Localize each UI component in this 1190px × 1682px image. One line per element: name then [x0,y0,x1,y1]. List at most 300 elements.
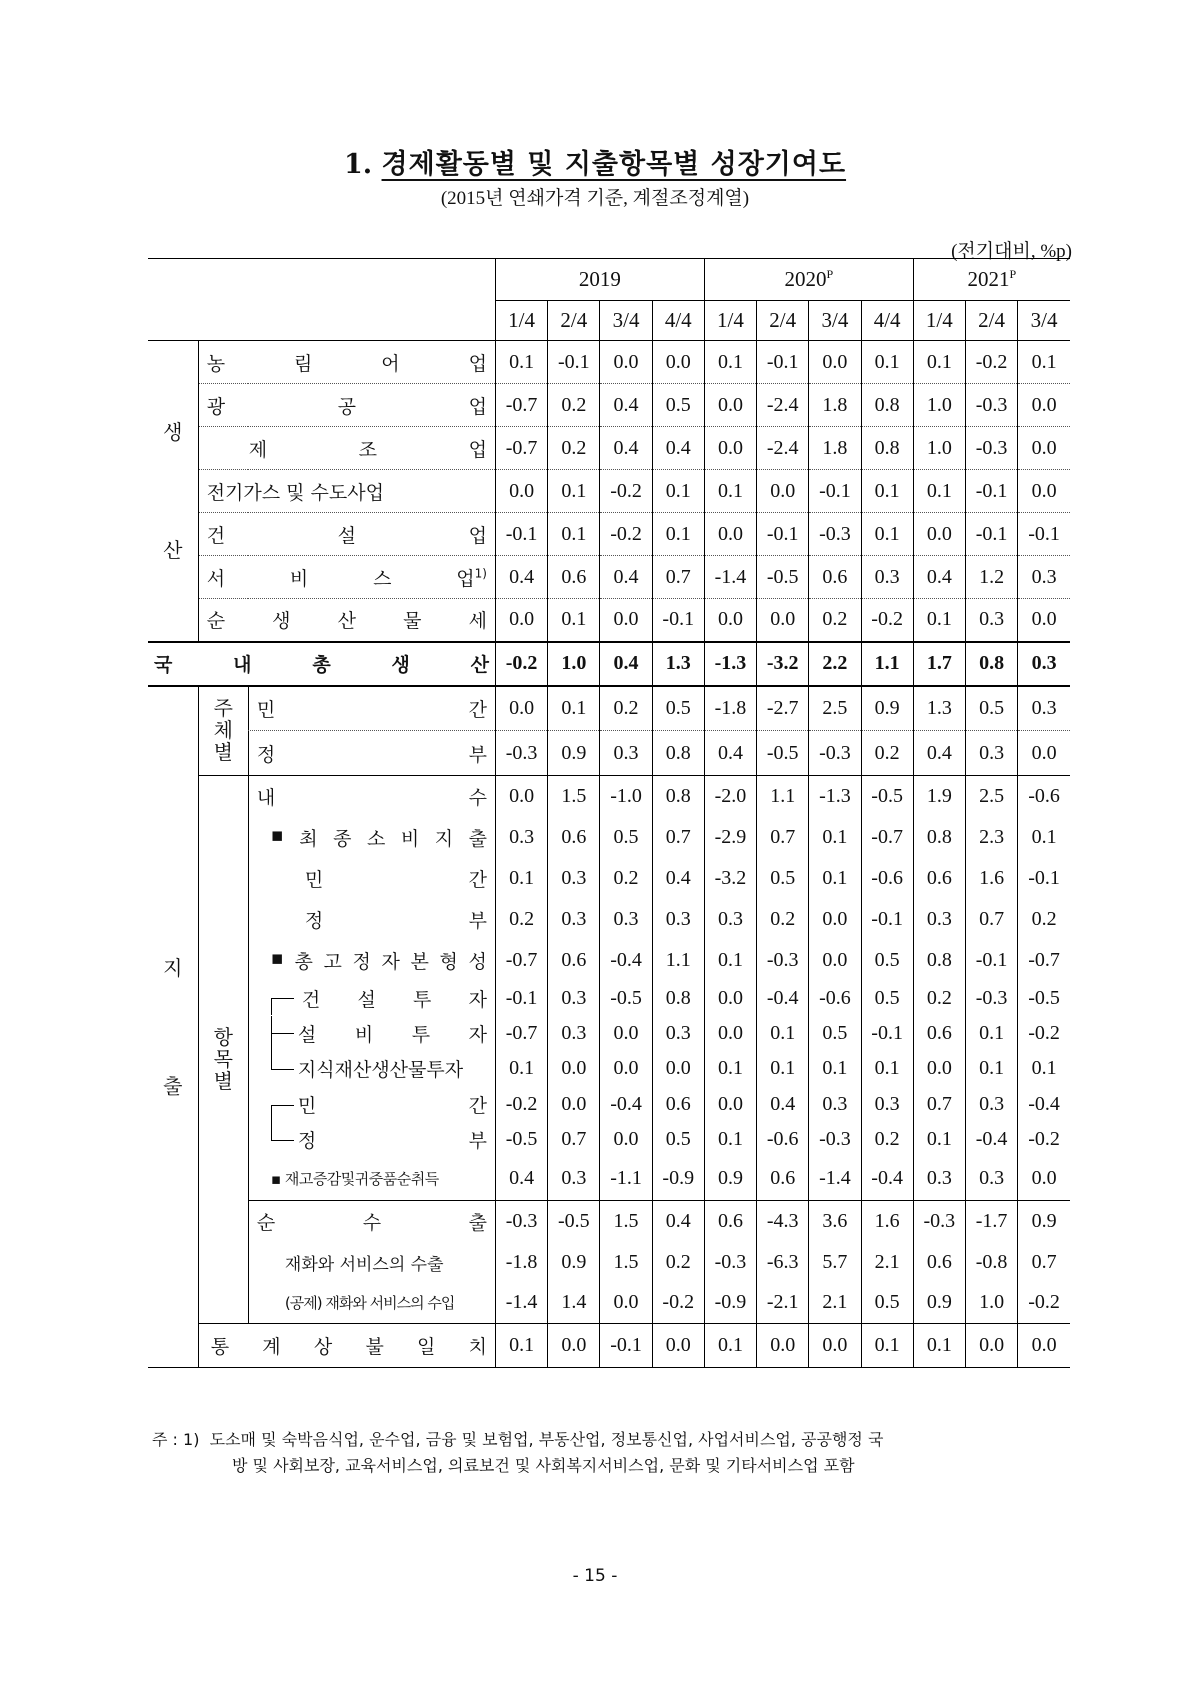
value-cell: 0.3 [548,1158,600,1201]
value-cell: 0.0 [548,1087,600,1122]
table-row [148,1283,1070,1324]
value-cell: 2.1 [809,1283,861,1324]
value-cell: 0.4 [913,731,965,776]
value-cell: 0.1 [548,513,600,556]
value-cell: 0.6 [757,1158,809,1201]
value-cell: 2.2 [809,642,861,686]
value-cell: -0.3 [965,981,1017,1016]
value-cell: -0.4 [600,1087,652,1122]
value-cell: 0.1 [548,686,600,731]
table-row [148,427,1070,470]
value-cell: 0.0 [913,1051,965,1087]
value-cell: -0.7 [495,427,547,470]
value-cell: 0.1 [913,1122,965,1158]
value-cell: -0.7 [495,940,547,981]
value-cell: 1.0 [913,384,965,427]
value-cell: 0.4 [495,556,547,599]
value-cell: 0.6 [913,1016,965,1051]
value-cell: 0.3 [965,731,1017,776]
value-cell: -0.1 [757,341,809,384]
value-cell: 0.9 [861,686,913,731]
table-row [148,599,1070,642]
title-text: 경제활동별 및 지출항목별 성장기여도 [381,149,847,180]
value-cell: 0.7 [652,817,704,858]
value-cell: 0.3 [913,899,965,940]
value-cell: 0.8 [965,642,1017,686]
value-cell: -0.3 [495,731,547,776]
value-cell: -0.1 [652,599,704,642]
table-row [148,1242,1070,1283]
value-cell: 0.1 [704,940,756,981]
value-cell: 0.0 [809,1324,861,1368]
value-cell: 0.1 [652,513,704,556]
value-cell: 0.2 [861,1122,913,1158]
value-cell: 0.4 [652,427,704,470]
value-cell: -0.5 [548,1201,600,1242]
header-corner [148,259,495,341]
value-cell: 0.0 [548,1324,600,1368]
value-cell: 0.6 [704,1201,756,1242]
value-cell: 0.1 [495,1051,547,1087]
value-cell: 0.0 [600,599,652,642]
value-cell: -1.3 [809,776,861,817]
value-cell: 0.7 [1018,1242,1070,1283]
row-label: 농 림 어 업 [206,352,487,375]
value-cell: 2.5 [809,686,861,731]
value-cell: -1.4 [495,1283,547,1324]
value-cell: 0.3 [548,899,600,940]
value-cell: 0.5 [965,686,1017,731]
value-cell: 0.2 [861,731,913,776]
value-cell: 0.0 [600,1122,652,1158]
value-cell: 0.4 [757,1087,809,1122]
value-cell: 0.5 [861,940,913,981]
value-cell: 0.5 [652,384,704,427]
value-cell: 0.3 [652,899,704,940]
table-row [148,776,1070,817]
value-cell: 0.8 [652,981,704,1016]
value-cell: -2.4 [757,427,809,470]
value-cell: 2.1 [861,1242,913,1283]
footnote-prefix: 주 : 1) [152,1430,200,1449]
value-cell: 0.1 [809,858,861,899]
value-cell: 1.3 [913,686,965,731]
row-label: ▪ 총 고 정 자 본 형 성 [270,946,487,973]
value-cell: 0.0 [704,599,756,642]
value-cell: 1.1 [861,642,913,686]
value-cell: 0.3 [495,817,547,858]
table-row [148,686,1070,731]
group-by-entity: 주체별 [198,686,248,776]
value-cell: -0.5 [757,556,809,599]
value-cell: 0.0 [809,899,861,940]
value-cell: -0.1 [809,470,861,513]
value-cell: -1.4 [809,1158,861,1201]
value-cell: 0.0 [1018,384,1070,427]
value-cell: 0.0 [913,513,965,556]
table-row [148,470,1070,513]
row-label: 재화와 서비스의 수출 [284,1254,444,1275]
value-cell: -0.5 [495,1122,547,1158]
value-cell: 1.3 [652,642,704,686]
value-cell: 0.7 [965,899,1017,940]
quarter-header: 4/4 [861,301,913,341]
value-cell: -0.3 [965,427,1017,470]
table-row [148,1122,1070,1158]
value-cell: -2.1 [757,1283,809,1324]
value-cell: 0.1 [495,858,547,899]
value-cell: 0.9 [1018,1201,1070,1242]
value-cell: 0.7 [652,556,704,599]
value-cell: 0.4 [495,1158,547,1201]
value-cell: 1.1 [652,940,704,981]
value-cell: 0.3 [965,1087,1017,1122]
value-cell: 0.3 [1018,556,1070,599]
value-cell: 0.1 [965,1051,1017,1087]
value-cell: 1.5 [600,1201,652,1242]
value-cell: 0.3 [548,858,600,899]
value-cell: -0.1 [861,1016,913,1051]
row-label: 국 내 총 생 산 [154,654,489,676]
value-cell: 1.0 [913,427,965,470]
value-cell: -0.3 [495,1201,547,1242]
value-cell: -6.3 [757,1242,809,1283]
page-number: - 15 - [572,1566,618,1586]
value-cell: 0.5 [861,1283,913,1324]
value-cell: 0.6 [809,556,861,599]
value-cell: 0.3 [548,1016,600,1051]
value-cell: 0.1 [861,1324,913,1368]
value-cell: -0.9 [704,1283,756,1324]
value-cell: -0.7 [495,1016,547,1051]
value-cell: -1.8 [495,1242,547,1283]
value-cell: 0.1 [704,470,756,513]
value-cell: -0.3 [809,1122,861,1158]
value-cell: 0.1 [704,1324,756,1368]
value-cell: 1.6 [861,1201,913,1242]
value-cell: -0.7 [495,384,547,427]
value-cell: 0.0 [1018,1324,1070,1368]
value-cell: 0.1 [913,470,965,513]
value-cell: 0.1 [548,599,600,642]
value-cell: 0.2 [548,384,600,427]
value-cell: 0.3 [809,1087,861,1122]
row-label: 정 부 [256,743,487,766]
value-cell: -0.2 [861,599,913,642]
group-expenditure: 지출 [148,686,198,1368]
value-cell: 0.1 [1018,1051,1070,1087]
value-cell: 0.1 [1018,341,1070,384]
value-cell: 0.5 [861,981,913,1016]
table-row [148,384,1070,427]
value-cell: 0.1 [652,470,704,513]
value-cell: 0.0 [1018,1158,1070,1201]
value-cell: 1.1 [757,776,809,817]
value-cell: 0.4 [600,642,652,686]
value-cell: 0.0 [548,1051,600,1087]
value-cell: -0.5 [600,981,652,1016]
value-cell: -0.5 [1018,981,1070,1016]
value-cell: 0.1 [913,1324,965,1368]
value-cell: 0.9 [704,1158,756,1201]
value-cell: -1.7 [965,1201,1017,1242]
value-cell: 0.7 [913,1087,965,1122]
value-cell: -0.7 [1018,940,1070,981]
value-cell: 0.3 [704,899,756,940]
value-cell: -0.1 [1018,858,1070,899]
value-cell: -0.6 [809,981,861,1016]
row-label: 민 간 [297,1094,487,1117]
value-cell: 0.5 [652,1122,704,1158]
table-row [148,731,1070,776]
value-cell: -0.1 [600,1324,652,1368]
group-by-item: 항목별 [198,776,248,1283]
value-cell: 0.1 [861,341,913,384]
value-cell: 0.3 [965,599,1017,642]
row-label: 통 계 상 불 일 치 [210,1336,487,1358]
table-row [148,858,1070,899]
row-label: 전기가스 및 수도사업 [206,481,384,504]
value-cell: 1.9 [913,776,965,817]
value-cell: 0.1 [704,341,756,384]
value-cell: -0.1 [495,513,547,556]
value-cell: 0.0 [704,1087,756,1122]
value-cell: 0.6 [548,940,600,981]
row-label: 제 조 업 [248,438,487,461]
value-cell: 1.4 [548,1283,600,1324]
value-cell: 0.7 [548,1122,600,1158]
quarter-header: 1/4 [913,301,965,341]
value-cell: 0.0 [652,1324,704,1368]
value-cell: 0.0 [1018,427,1070,470]
value-cell: 0.1 [861,513,913,556]
value-cell: -3.2 [757,642,809,686]
value-cell: 0.4 [600,384,652,427]
value-cell: 1.2 [965,556,1017,599]
value-cell: 0.0 [652,341,704,384]
header-row-years [148,259,1070,301]
value-cell: 0.2 [757,899,809,940]
table-row [148,1158,1070,1201]
value-cell: 0.0 [495,686,547,731]
value-cell: 3.6 [809,1201,861,1242]
value-cell: 0.0 [757,470,809,513]
value-cell: 1.7 [913,642,965,686]
value-cell: 0.0 [704,384,756,427]
value-cell: -1.8 [704,686,756,731]
value-cell: -0.4 [861,1158,913,1201]
table-row [148,1324,1070,1368]
value-cell: -0.1 [965,940,1017,981]
value-cell: -1.1 [600,1158,652,1201]
quarter-header: 2/4 [548,301,600,341]
table-row [148,556,1070,599]
value-cell: 5.7 [809,1242,861,1283]
value-cell: 0.1 [861,470,913,513]
value-cell: 0.1 [757,1051,809,1087]
value-cell: 0.5 [809,1016,861,1051]
value-cell: 0.6 [913,1242,965,1283]
value-cell: 0.0 [1018,470,1070,513]
value-cell: 0.1 [495,341,547,384]
value-cell: 0.0 [1018,599,1070,642]
row-label: ▪ 최 종 소 비 지 출 [270,823,487,850]
table-row [148,1051,1070,1087]
value-cell: -0.1 [965,470,1017,513]
value-cell: -2.9 [704,817,756,858]
value-cell: 1.8 [809,384,861,427]
value-cell: 0.1 [913,599,965,642]
value-cell: 0.1 [809,817,861,858]
value-cell: -1.0 [600,776,652,817]
footnote [152,1427,1072,1479]
group-production: 생산 [148,341,198,642]
value-cell: 0.1 [861,1051,913,1087]
value-cell: 0.0 [495,776,547,817]
value-cell: 0.0 [600,1016,652,1051]
value-cell: 0.6 [548,817,600,858]
value-cell: 0.3 [1018,686,1070,731]
value-cell: 0.2 [495,899,547,940]
value-cell: -0.2 [965,341,1017,384]
value-cell: 0.2 [600,858,652,899]
value-cell: 0.1 [809,1051,861,1087]
value-cell: 0.0 [757,599,809,642]
value-cell: 0.2 [600,686,652,731]
value-cell: 0.3 [861,1087,913,1122]
value-cell: -0.5 [861,776,913,817]
value-cell: 1.5 [548,776,600,817]
value-cell: 0.3 [652,1016,704,1051]
value-cell: 0.2 [652,1242,704,1283]
row-label: 정 부 [297,1130,487,1152]
quarter-header: 2/4 [757,301,809,341]
value-cell: 0.2 [1018,899,1070,940]
value-cell: 0.8 [652,776,704,817]
value-cell: -0.2 [600,470,652,513]
value-cell: -0.6 [757,1122,809,1158]
value-cell: -0.9 [652,1158,704,1201]
header-year-2021: $2021^P$ [913,259,1070,301]
value-cell: -0.1 [965,513,1017,556]
value-cell: -0.4 [600,940,652,981]
value-cell: -0.1 [757,513,809,556]
value-cell: 0.3 [548,981,600,1016]
value-cell: -0.3 [757,940,809,981]
value-cell: -0.1 [1018,513,1070,556]
quarter-header: 1/4 [495,301,547,341]
page-subtitle: (2015년 연쇄가격 기준, 계절조정계열) [440,188,750,209]
value-cell: 0.0 [704,513,756,556]
value-cell: -0.2 [1018,1122,1070,1158]
row-label: 건 설 업 [206,524,487,547]
value-cell: 1.5 [600,1242,652,1283]
title-number: 1. [343,149,373,180]
quarter-header: 1/4 [704,301,756,341]
value-cell: 1.0 [548,642,600,686]
value-cell: 0.1 [704,1051,756,1087]
value-cell: -0.4 [757,981,809,1016]
table-row [148,981,1070,1016]
value-cell: 0.8 [913,817,965,858]
value-cell: 0.0 [704,981,756,1016]
value-cell: 0.4 [704,731,756,776]
value-cell: -0.3 [965,384,1017,427]
row-label: 순 생 산 물 세 [206,610,487,633]
row-label: 서 비 스 업$^{1)}$ [206,566,487,590]
value-cell: -3.2 [704,858,756,899]
quarter-header: 2/4 [965,301,1017,341]
table-row-gdp [148,642,1070,686]
value-cell: 0.0 [652,1051,704,1087]
header-year-2020: $2020^P$ [704,259,913,301]
row-label: 정 부 [304,909,487,932]
value-cell: -0.2 [600,513,652,556]
value-cell: 0.6 [652,1087,704,1122]
value-cell: 0.1 [757,1016,809,1051]
row-label: (공제) 재화와 서비스의 수입 [284,1294,455,1313]
table-row [148,817,1070,858]
row-label: 지식재산생산물투자 [297,1059,464,1081]
value-cell: 0.3 [861,556,913,599]
value-cell: 0.6 [548,556,600,599]
value-cell: 0.9 [548,1242,600,1283]
value-cell: 0.8 [861,384,913,427]
value-cell: -0.6 [861,858,913,899]
value-cell: 0.3 [600,731,652,776]
value-cell: 2.5 [965,776,1017,817]
value-cell: 0.1 [704,1122,756,1158]
row-label: 건 설 투 자 [301,988,487,1011]
value-cell: -2.7 [757,686,809,731]
value-cell: -4.3 [757,1201,809,1242]
value-cell: -2.0 [704,776,756,817]
value-cell: 0.0 [809,341,861,384]
value-cell: 0.2 [809,599,861,642]
value-cell: -0.3 [913,1201,965,1242]
page-title [0,142,1190,181]
table-row [148,899,1070,940]
value-cell: 0.2 [548,427,600,470]
value-cell: -0.2 [495,1087,547,1122]
value-cell: -0.5 [757,731,809,776]
value-cell: -0.2 [495,642,547,686]
row-label: 설 비 투 자 [297,1023,487,1046]
quarter-header: 3/4 [1018,301,1070,341]
value-cell: 0.4 [913,556,965,599]
value-cell: 0.2 [913,981,965,1016]
value-cell: 1.8 [809,427,861,470]
table-row [148,1201,1070,1242]
value-cell: 0.7 [757,817,809,858]
table-row [148,1087,1070,1122]
footnote-line1: 도소매 및 숙박음식업, 운수업, 금융 및 보험업, 부동산업, 정보통신업, 사업서비스업, 공공행정 국 [209,1430,884,1449]
value-cell: 0.0 [965,1324,1017,1368]
value-cell: 0.4 [600,556,652,599]
value-cell: -0.3 [809,513,861,556]
value-cell: 0.6 [913,858,965,899]
value-cell: -0.4 [965,1122,1017,1158]
row-label: ▪ 재고증감및귀중품순취득 [270,1170,439,1189]
value-cell: 0.0 [757,1324,809,1368]
value-cell: 0.8 [913,940,965,981]
value-cell: 0.8 [652,731,704,776]
value-cell: 0.1 [1018,817,1070,858]
value-cell: 0.5 [600,817,652,858]
value-cell: 0.0 [704,1016,756,1051]
value-cell: 0.3 [913,1158,965,1201]
value-cell: -0.8 [965,1242,1017,1283]
